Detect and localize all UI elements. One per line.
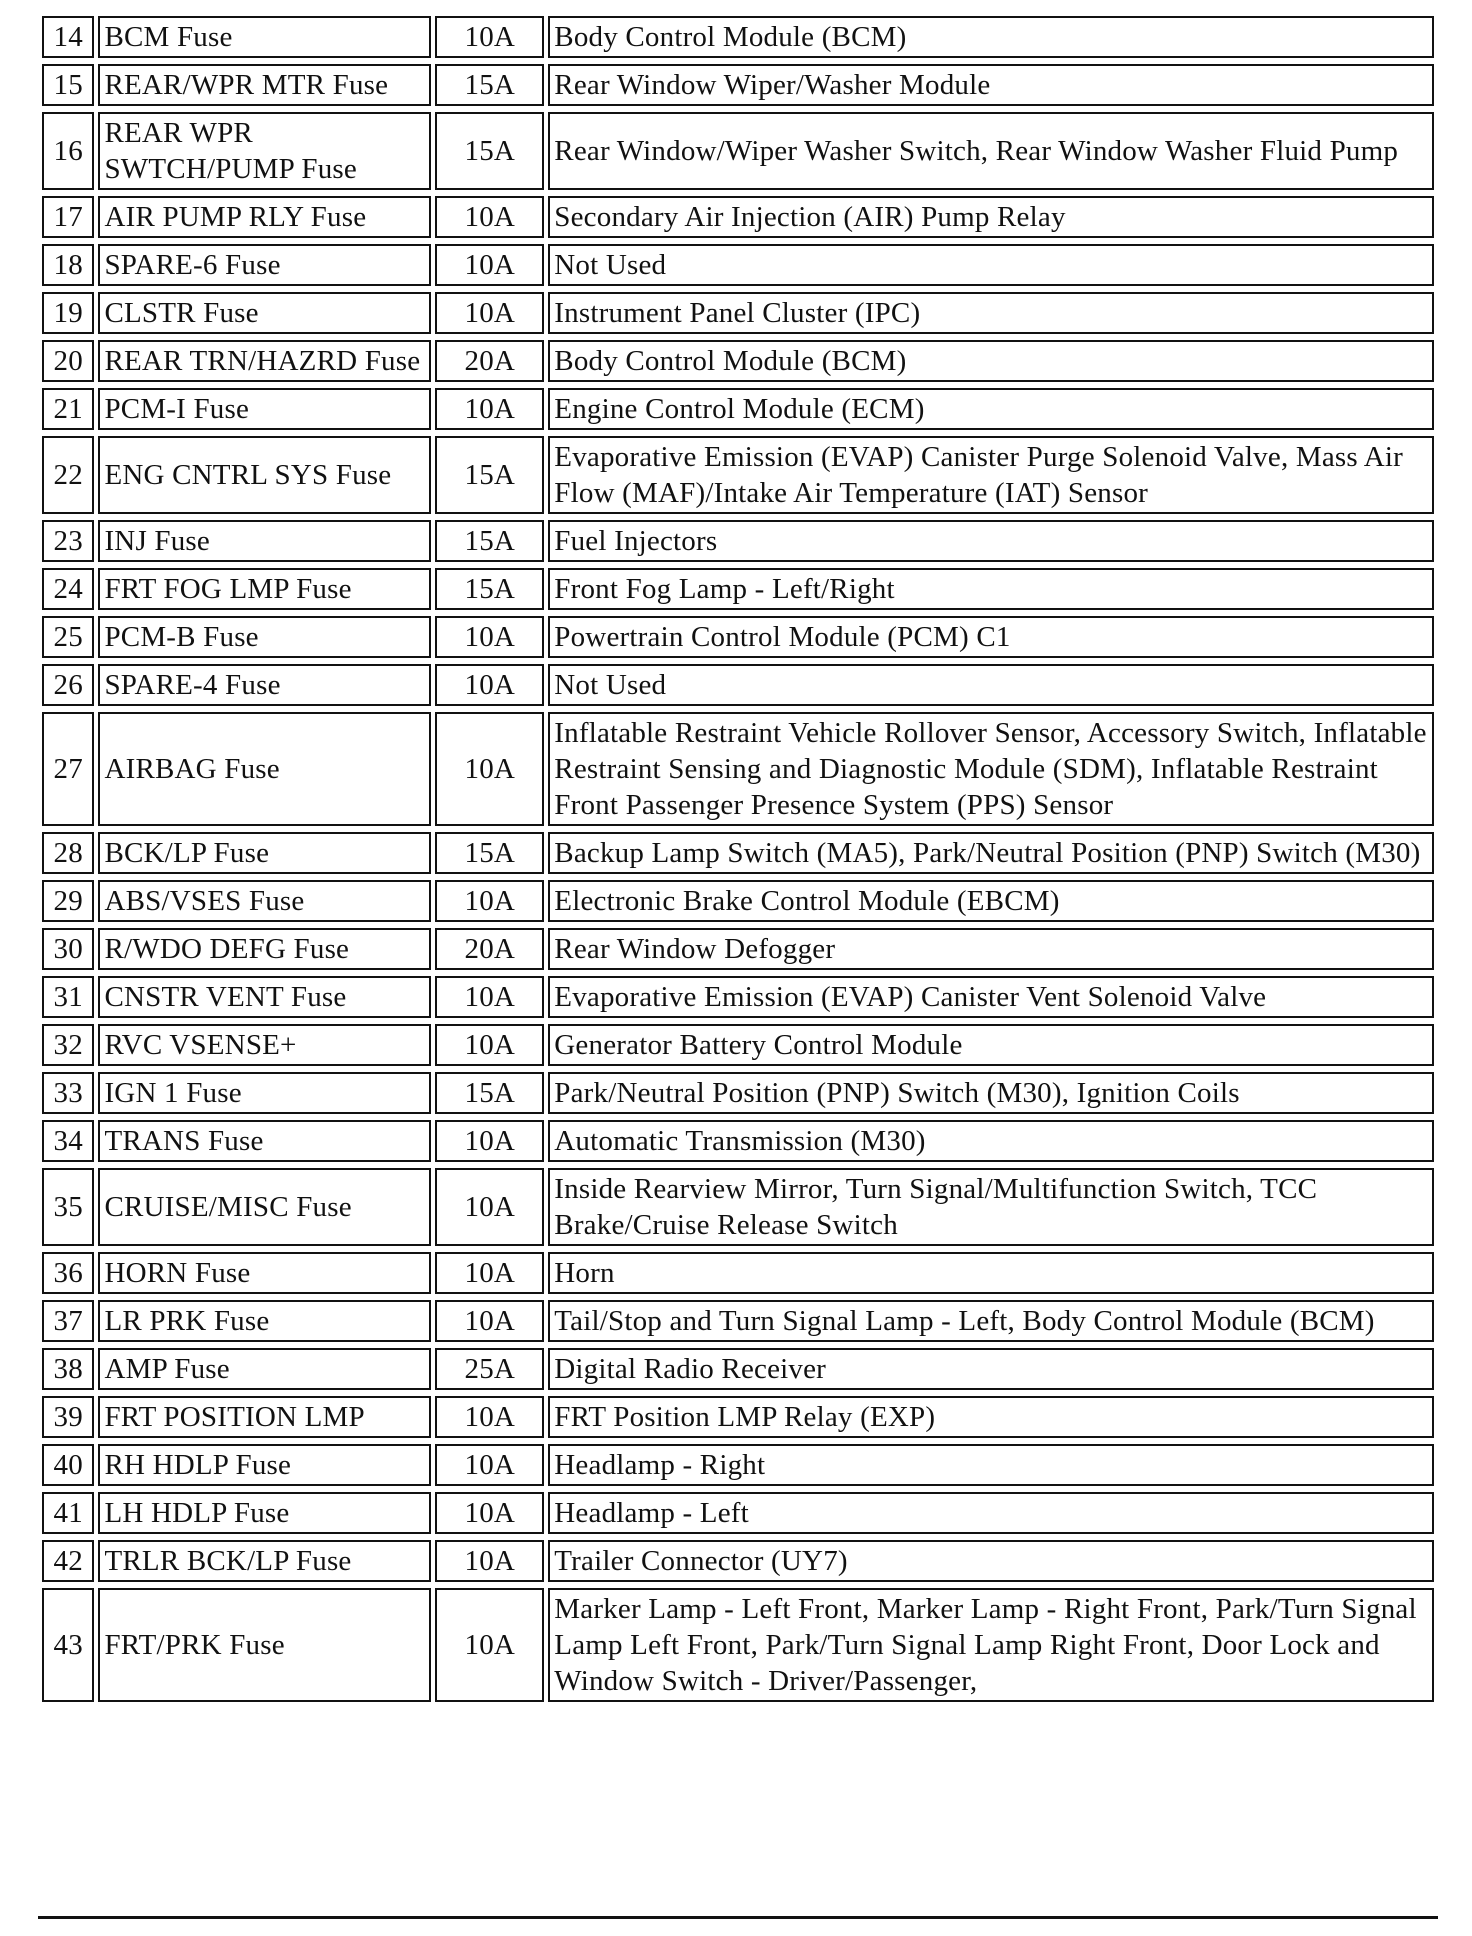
fuse-name-cell: SPARE-6 Fuse bbox=[98, 244, 431, 286]
fuse-table-body bbox=[42, 16, 1434, 1702]
fuse-name-cell: IGN 1 Fuse bbox=[98, 1072, 431, 1114]
fuse-amperage-cell: 15A bbox=[435, 64, 544, 106]
fuse-number-cell: 19 bbox=[42, 292, 94, 334]
fuse-description-cell: Horn bbox=[548, 1252, 1434, 1294]
fuse-name-cell: AIR PUMP RLY Fuse bbox=[98, 196, 431, 238]
table-row bbox=[42, 1588, 1434, 1702]
table-row bbox=[42, 16, 1434, 58]
table-row bbox=[42, 1492, 1434, 1534]
fuse-number-cell: 15 bbox=[42, 64, 94, 106]
fuse-amperage-cell: 10A bbox=[435, 196, 544, 238]
fuse-description-cell: Evaporative Emission (EVAP) Canister Vent Solenoid Valve bbox=[548, 976, 1434, 1018]
fuse-name-cell: AMP Fuse bbox=[98, 1348, 431, 1390]
fuse-number-cell: 23 bbox=[42, 520, 94, 562]
table-row bbox=[42, 928, 1434, 970]
fuse-name-cell: FRT POSITION LMP bbox=[98, 1396, 431, 1438]
fuse-name-cell: TRLR BCK/LP Fuse bbox=[98, 1540, 431, 1582]
fuse-description-cell: Evaporative Emission (EVAP) Canister Purge Solenoid Valve, Mass Air Flow (MAF)/Intake Air Temperature (IAT) Sensor bbox=[548, 436, 1434, 514]
fuse-amperage-cell: 15A bbox=[435, 112, 544, 190]
fuse-number-cell: 40 bbox=[42, 1444, 94, 1486]
table-row bbox=[42, 1120, 1434, 1162]
fuse-number-cell: 18 bbox=[42, 244, 94, 286]
fuse-name-cell: REAR/WPR MTR Fuse bbox=[98, 64, 431, 106]
fuse-number-cell: 43 bbox=[42, 1588, 94, 1702]
fuse-name-cell: PCM-B Fuse bbox=[98, 616, 431, 658]
table-row bbox=[42, 832, 1434, 874]
table-row bbox=[42, 1540, 1434, 1582]
fuse-number-cell: 35 bbox=[42, 1168, 94, 1246]
fuse-description-cell: Tail/Stop and Turn Signal Lamp - Left, Body Control Module (BCM) bbox=[548, 1300, 1434, 1342]
fuse-amperage-cell: 10A bbox=[435, 1444, 544, 1486]
fuse-description-cell: Trailer Connector (UY7) bbox=[548, 1540, 1434, 1582]
fuse-amperage-cell: 10A bbox=[435, 1120, 544, 1162]
fuse-description-cell: Backup Lamp Switch (MA5), Park/Neutral Position (PNP) Switch (M30) bbox=[548, 832, 1434, 874]
fuse-description-cell: FRT Position LMP Relay (EXP) bbox=[548, 1396, 1434, 1438]
fuse-number-cell: 24 bbox=[42, 568, 94, 610]
fuse-amperage-cell: 10A bbox=[435, 1492, 544, 1534]
table-row bbox=[42, 664, 1434, 706]
table-row bbox=[42, 1444, 1434, 1486]
table-row bbox=[42, 712, 1434, 826]
fuse-description-cell: Electronic Brake Control Module (EBCM) bbox=[548, 880, 1434, 922]
fuse-description-cell: Engine Control Module (ECM) bbox=[548, 388, 1434, 430]
fuse-name-cell: RVC VSENSE+ bbox=[98, 1024, 431, 1066]
fuse-description-cell: Not Used bbox=[548, 244, 1434, 286]
table-row bbox=[42, 292, 1434, 334]
fuse-number-cell: 26 bbox=[42, 664, 94, 706]
table-row bbox=[42, 1168, 1434, 1246]
fuse-name-cell: SPARE-4 Fuse bbox=[98, 664, 431, 706]
fuse-name-cell: R/WDO DEFG Fuse bbox=[98, 928, 431, 970]
fuse-description-cell: Secondary Air Injection (AIR) Pump Relay bbox=[548, 196, 1434, 238]
fuse-amperage-cell: 10A bbox=[435, 1540, 544, 1582]
fuse-name-cell: HORN Fuse bbox=[98, 1252, 431, 1294]
fuse-name-cell: FRT/PRK Fuse bbox=[98, 1588, 431, 1702]
fuse-name-cell: REAR WPR SWTCH/PUMP Fuse bbox=[98, 112, 431, 190]
fuse-number-cell: 33 bbox=[42, 1072, 94, 1114]
fuse-name-cell: CLSTR Fuse bbox=[98, 292, 431, 334]
table-row bbox=[42, 1300, 1434, 1342]
fuse-amperage-cell: 10A bbox=[435, 1588, 544, 1702]
fuse-amperage-cell: 15A bbox=[435, 520, 544, 562]
fuse-amperage-cell: 10A bbox=[435, 616, 544, 658]
fuse-table-sheet bbox=[38, 10, 1438, 1708]
fuse-amperage-cell: 10A bbox=[435, 1024, 544, 1066]
fuse-amperage-cell: 20A bbox=[435, 340, 544, 382]
fuse-amperage-cell: 10A bbox=[435, 1252, 544, 1294]
fuse-description-cell: Rear Window/Wiper Washer Switch, Rear Window Washer Fluid Pump bbox=[548, 112, 1434, 190]
table-row bbox=[42, 616, 1434, 658]
fuse-description-cell: Automatic Transmission (M30) bbox=[548, 1120, 1434, 1162]
fuse-name-cell: BCM Fuse bbox=[98, 16, 431, 58]
fuse-amperage-cell: 20A bbox=[435, 928, 544, 970]
fuse-amperage-cell: 10A bbox=[435, 16, 544, 58]
fuse-description-cell: Fuel Injectors bbox=[548, 520, 1434, 562]
fuse-name-cell: AIRBAG Fuse bbox=[98, 712, 431, 826]
table-row bbox=[42, 1348, 1434, 1390]
fuse-amperage-cell: 15A bbox=[435, 1072, 544, 1114]
fuse-description-cell: Body Control Module (BCM) bbox=[548, 340, 1434, 382]
bottom-rule bbox=[38, 1916, 1438, 1919]
table-row bbox=[42, 244, 1434, 286]
fuse-description-cell: Generator Battery Control Module bbox=[548, 1024, 1434, 1066]
table-row bbox=[42, 1396, 1434, 1438]
fuse-description-cell: Park/Neutral Position (PNP) Switch (M30), Ignition Coils bbox=[548, 1072, 1434, 1114]
fuse-description-cell: Powertrain Control Module (PCM) C1 bbox=[548, 616, 1434, 658]
fuse-number-cell: 17 bbox=[42, 196, 94, 238]
fuse-description-cell: Headlamp - Left bbox=[548, 1492, 1434, 1534]
table-row bbox=[42, 1024, 1434, 1066]
table-row bbox=[42, 568, 1434, 610]
fuse-name-cell: CRUISE/MISC Fuse bbox=[98, 1168, 431, 1246]
fuse-description-cell: Marker Lamp - Left Front, Marker Lamp - Right Front, Park/Turn Signal Lamp Left Front, Park/Turn Signal Lamp Right Front, Door Lock and Window Switch - Driver/Passenger, bbox=[548, 1588, 1434, 1702]
fuse-name-cell: FRT FOG LMP Fuse bbox=[98, 568, 431, 610]
table-row bbox=[42, 112, 1434, 190]
fuse-name-cell: ENG CNTRL SYS Fuse bbox=[98, 436, 431, 514]
fuse-description-cell: Inside Rearview Mirror, Turn Signal/Multifunction Switch, TCC Brake/Cruise Release Switch bbox=[548, 1168, 1434, 1246]
fuse-description-cell: Rear Window Defogger bbox=[548, 928, 1434, 970]
fuse-amperage-cell: 10A bbox=[435, 664, 544, 706]
fuse-amperage-cell: 10A bbox=[435, 388, 544, 430]
fuse-number-cell: 27 bbox=[42, 712, 94, 826]
fuse-amperage-cell: 10A bbox=[435, 1396, 544, 1438]
fuse-number-cell: 30 bbox=[42, 928, 94, 970]
table-row bbox=[42, 520, 1434, 562]
fuse-number-cell: 14 bbox=[42, 16, 94, 58]
fuse-amperage-cell: 10A bbox=[435, 1168, 544, 1246]
fuse-name-cell: REAR TRN/HAZRD Fuse bbox=[98, 340, 431, 382]
fuse-description-cell: Not Used bbox=[548, 664, 1434, 706]
fuse-number-cell: 25 bbox=[42, 616, 94, 658]
table-row bbox=[42, 880, 1434, 922]
fuse-description-cell: Inflatable Restraint Vehicle Rollover Sensor, Accessory Switch, Inflatable Restraint Sensing and Diagnostic Module (SDM), Inflatable Restraint Front Passenger Presence System (PPS) Sensor bbox=[548, 712, 1434, 826]
fuse-description-cell: Front Fog Lamp - Left/Right bbox=[548, 568, 1434, 610]
fuse-amperage-cell: 25A bbox=[435, 1348, 544, 1390]
fuse-name-cell: LH HDLP Fuse bbox=[98, 1492, 431, 1534]
table-row bbox=[42, 1252, 1434, 1294]
fuse-number-cell: 42 bbox=[42, 1540, 94, 1582]
fuse-number-cell: 34 bbox=[42, 1120, 94, 1162]
fuse-name-cell: BCK/LP Fuse bbox=[98, 832, 431, 874]
fuse-number-cell: 37 bbox=[42, 1300, 94, 1342]
fuse-amperage-cell: 15A bbox=[435, 568, 544, 610]
fuse-name-cell: ABS/VSES Fuse bbox=[98, 880, 431, 922]
table-row bbox=[42, 436, 1434, 514]
fuse-number-cell: 28 bbox=[42, 832, 94, 874]
fuse-number-cell: 36 bbox=[42, 1252, 94, 1294]
fuse-table bbox=[38, 10, 1438, 1708]
fuse-number-cell: 29 bbox=[42, 880, 94, 922]
fuse-description-cell: Instrument Panel Cluster (IPC) bbox=[548, 292, 1434, 334]
fuse-amperage-cell: 15A bbox=[435, 436, 544, 514]
fuse-description-cell: Body Control Module (BCM) bbox=[548, 16, 1434, 58]
fuse-number-cell: 16 bbox=[42, 112, 94, 190]
fuse-name-cell: TRANS Fuse bbox=[98, 1120, 431, 1162]
table-row bbox=[42, 1072, 1434, 1114]
fuse-description-cell: Digital Radio Receiver bbox=[548, 1348, 1434, 1390]
fuse-amperage-cell: 15A bbox=[435, 832, 544, 874]
fuse-amperage-cell: 10A bbox=[435, 976, 544, 1018]
fuse-number-cell: 22 bbox=[42, 436, 94, 514]
fuse-name-cell: PCM-I Fuse bbox=[98, 388, 431, 430]
fuse-description-cell: Headlamp - Right bbox=[548, 1444, 1434, 1486]
fuse-number-cell: 39 bbox=[42, 1396, 94, 1438]
table-row bbox=[42, 196, 1434, 238]
fuse-number-cell: 21 bbox=[42, 388, 94, 430]
fuse-number-cell: 20 bbox=[42, 340, 94, 382]
fuse-amperage-cell: 10A bbox=[435, 1300, 544, 1342]
fuse-description-cell: Rear Window Wiper/Washer Module bbox=[548, 64, 1434, 106]
fuse-amperage-cell: 10A bbox=[435, 244, 544, 286]
fuse-number-cell: 31 bbox=[42, 976, 94, 1018]
fuse-number-cell: 32 bbox=[42, 1024, 94, 1066]
table-row bbox=[42, 340, 1434, 382]
fuse-number-cell: 41 bbox=[42, 1492, 94, 1534]
table-row bbox=[42, 64, 1434, 106]
fuse-name-cell: CNSTR VENT Fuse bbox=[98, 976, 431, 1018]
fuse-name-cell: RH HDLP Fuse bbox=[98, 1444, 431, 1486]
fuse-amperage-cell: 10A bbox=[435, 712, 544, 826]
fuse-number-cell: 38 bbox=[42, 1348, 94, 1390]
fuse-name-cell: LR PRK Fuse bbox=[98, 1300, 431, 1342]
fuse-amperage-cell: 10A bbox=[435, 880, 544, 922]
table-row bbox=[42, 388, 1434, 430]
table-row bbox=[42, 976, 1434, 1018]
fuse-amperage-cell: 10A bbox=[435, 292, 544, 334]
fuse-name-cell: INJ Fuse bbox=[98, 520, 431, 562]
